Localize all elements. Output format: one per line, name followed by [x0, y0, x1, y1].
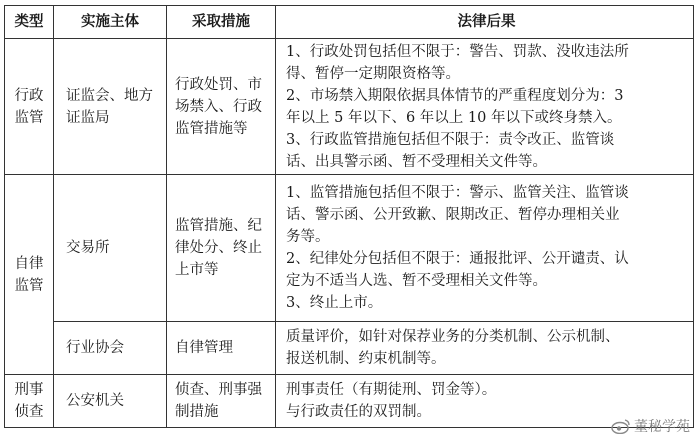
- table-row-criminal: [5, 375, 694, 428]
- type-text: 行政: [14, 87, 44, 104]
- header-body: 实施主体: [54, 6, 167, 39]
- measures-text: 制措施: [175, 404, 219, 420]
- body-text: 公安机关: [66, 393, 124, 409]
- measures-cell: [167, 39, 276, 175]
- consequences-cell: [276, 322, 694, 375]
- measures-cell: [167, 375, 276, 428]
- body-cell: [54, 39, 167, 175]
- type-text: 监管: [14, 109, 44, 126]
- table-row-exchange: [5, 175, 694, 322]
- consequence-line: 务等。: [286, 229, 330, 245]
- type-cell: [5, 375, 54, 428]
- consequence-line: 得、暂停一定期限资格等。: [286, 65, 460, 82]
- weibo-icon: [611, 418, 631, 434]
- table-row-admin: [5, 39, 694, 175]
- consequence-line: 年以上 5 年以下、6 年以上 10 年以下或终身禁入。: [286, 109, 622, 126]
- type-text: 监管: [14, 277, 44, 294]
- consequence-line: 刑事责任（有期徒刑、罚金等）。: [286, 382, 497, 398]
- header-row: [5, 6, 694, 39]
- consequence-line: 1、监管措施包括但不限于：警示、监管关注、监管谈: [286, 185, 629, 201]
- watermark: [611, 416, 690, 436]
- consequence-line: 3、终止上市。: [286, 295, 383, 311]
- body-cell: [54, 175, 167, 322]
- measures-text: 行政处罚、市: [175, 76, 262, 93]
- header-consequences: 法律后果: [276, 6, 694, 39]
- header-type: 类型: [5, 6, 54, 39]
- measures-text: 自律管理: [175, 340, 233, 356]
- table-row-association: [5, 322, 694, 375]
- consequence-line: 2、市场禁入期限依据具体情节的严重程度划分为：3: [286, 87, 624, 104]
- consequences-cell: [276, 39, 694, 175]
- legal-consequences-table: [4, 5, 694, 428]
- type-text: 侦查: [14, 404, 44, 420]
- type-text: 刑事: [14, 382, 44, 398]
- consequences-cell: [276, 175, 694, 322]
- type-text: 自律: [14, 255, 44, 272]
- consequence-line: 话、警示函、公开致歉、限期改正、暂停办理相关业: [286, 207, 620, 223]
- measures-cell: [167, 322, 276, 375]
- body-text: 交易所: [66, 240, 110, 256]
- consequence-line: 与行政责任的双罚制。: [286, 404, 431, 420]
- measures-text: 场禁入、行政: [175, 98, 262, 115]
- consequence-line: 话、出具警示函、暂不受理相关文件等。: [286, 153, 547, 170]
- measures-text: 上市等: [175, 262, 219, 278]
- body-text: 证监会、地方: [66, 87, 153, 104]
- body-cell: [54, 375, 167, 428]
- measures-text: 监管措施等: [175, 120, 248, 137]
- consequence-line: 定为不适当人选、暂不受理相关文件等。: [286, 273, 547, 289]
- body-cell: [54, 322, 167, 375]
- header-measures: 采取措施: [167, 6, 276, 39]
- consequence-line: 报送机制、约束机制等。: [286, 351, 446, 367]
- consequence-line: 1、行政处罚包括但不限于：警告、罚款、没收违法所: [286, 43, 629, 60]
- type-cell: [5, 39, 54, 175]
- measures-text: 监管措施、纪: [175, 218, 262, 234]
- measures-text: 律处分、终止: [175, 240, 262, 256]
- measures-text: 侦查、刑事强: [175, 382, 262, 398]
- consequence-line: 2、纪律处分包括但不限于：通报批评、公开谴责、认: [286, 251, 629, 267]
- body-text: 行业协会: [66, 340, 124, 356]
- type-cell: [5, 175, 54, 375]
- measures-cell: [167, 175, 276, 322]
- watermark-text: 董秘学苑: [634, 419, 690, 435]
- body-text: 证监局: [66, 109, 110, 126]
- consequence-line: 质量评价，如针对保荐业务的分类机制、公示机制、: [286, 329, 620, 345]
- consequence-line: 3、行政监管措施包括但不限于：责令改正、监管谈: [286, 131, 615, 148]
